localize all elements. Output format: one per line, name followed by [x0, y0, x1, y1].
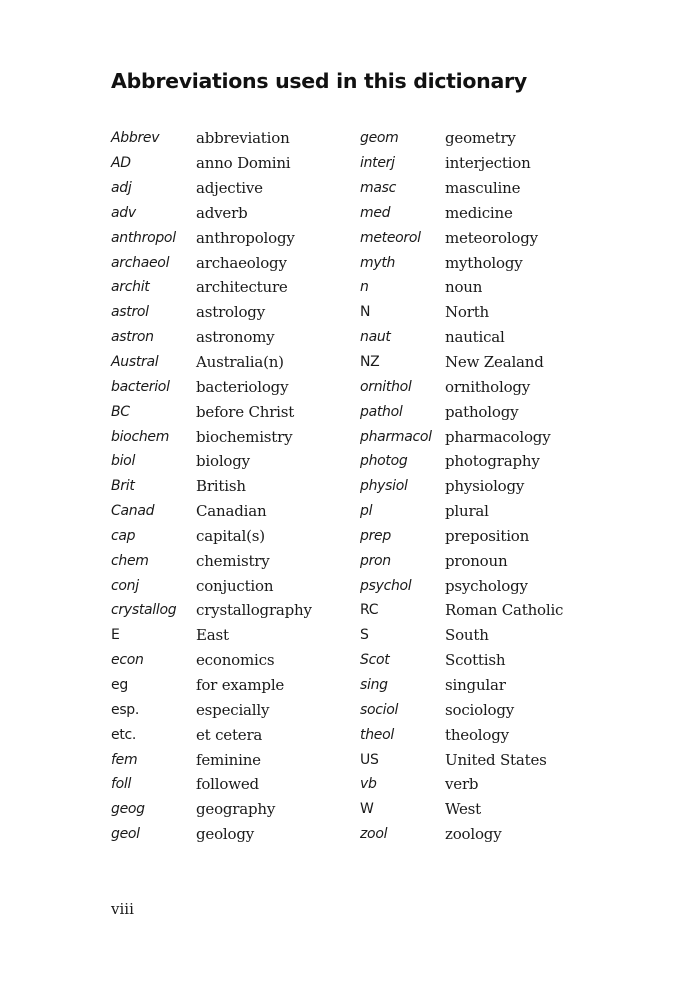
abbreviation-entry — [111, 822, 312, 847]
abbreviation-meaning: British — [196, 477, 246, 496]
abbreviation-term: geom — [360, 130, 399, 147]
abbreviation-meaning: West — [445, 800, 481, 819]
page-title: Abbreviations used in this dictionary — [111, 69, 527, 93]
abbreviation-meaning: anthropology — [196, 228, 295, 247]
abbreviation-term: photog — [360, 453, 408, 470]
abbreviation-meaning: photography — [445, 452, 540, 471]
abbreviation-term: BC — [111, 403, 130, 420]
abbreviation-entry — [360, 673, 563, 698]
abbreviation-meaning: verb — [445, 775, 479, 794]
abbreviation-meaning: New Zealand — [445, 353, 544, 372]
abbreviation-meaning: United States — [445, 750, 547, 769]
abbreviation-column-left — [111, 126, 312, 846]
abbreviation-entry — [360, 623, 563, 648]
abbreviation-entry — [111, 598, 312, 623]
abbreviation-meaning: sociology — [445, 700, 515, 719]
abbreviation-entry — [111, 772, 312, 797]
abbreviation-meaning: zoology — [445, 825, 502, 844]
abbreviation-meaning: singular — [445, 675, 506, 694]
abbreviation-entry — [360, 424, 563, 449]
abbreviation-meaning: pharmacology — [445, 427, 551, 446]
abbreviation-term: interj — [360, 155, 395, 172]
abbreviation-meaning: archaeology — [196, 253, 287, 272]
abbreviation-meaning: medicine — [445, 203, 513, 222]
abbreviation-entry — [360, 449, 563, 474]
abbreviation-meaning: masculine — [445, 179, 521, 198]
abbreviation-entry — [111, 673, 312, 698]
abbreviation-meaning: biology — [196, 452, 250, 471]
abbreviation-term: N — [360, 304, 371, 321]
abbreviation-meaning: astrology — [196, 303, 265, 322]
abbreviation-meaning: geography — [196, 800, 276, 819]
abbreviation-meaning: abbreviation — [196, 129, 290, 148]
abbreviation-meaning: noun — [445, 278, 483, 297]
abbreviation-meaning: meteorology — [445, 228, 538, 247]
abbreviation-entry — [360, 225, 563, 250]
abbreviation-entry — [360, 499, 563, 524]
abbreviation-entry — [360, 151, 563, 176]
abbreviation-term: theol — [360, 726, 394, 743]
abbreviation-entry — [360, 399, 563, 424]
abbreviation-term: esp. — [111, 701, 140, 718]
abbreviation-meaning: Canadian — [196, 502, 267, 521]
abbreviation-term: AD — [111, 155, 131, 172]
abbreviation-entry — [111, 722, 312, 747]
abbreviation-entry — [111, 548, 312, 573]
abbreviation-term: eg — [111, 676, 128, 693]
abbreviation-entry — [111, 275, 312, 300]
abbreviation-term: pron — [360, 552, 391, 569]
abbreviation-entry — [111, 424, 312, 449]
abbreviation-entry — [111, 399, 312, 424]
abbreviation-meaning: pronoun — [445, 551, 508, 570]
abbreviation-term: W — [360, 801, 374, 818]
abbreviation-meaning: bacteriology — [196, 377, 289, 396]
abbreviation-term: chem — [111, 552, 149, 569]
abbreviation-entry — [111, 747, 312, 772]
abbreviation-entry — [111, 623, 312, 648]
abbreviation-meaning: biochemistry — [196, 427, 293, 446]
abbreviation-term: geol — [111, 826, 140, 843]
abbreviation-entry — [360, 797, 563, 822]
abbreviation-meaning: followed — [196, 775, 259, 794]
abbreviation-term: naut — [360, 329, 391, 346]
abbreviation-entry — [111, 648, 312, 673]
abbreviation-entry — [111, 524, 312, 549]
page-number: viii — [111, 900, 134, 918]
abbreviation-meaning: astronomy — [196, 328, 275, 347]
abbreviation-term: biochem — [111, 428, 170, 445]
abbreviation-entry — [360, 474, 563, 499]
abbreviation-term: cap — [111, 527, 136, 544]
abbreviation-entry — [111, 797, 312, 822]
abbreviation-meaning: adverb — [196, 203, 248, 222]
abbreviation-term: Abbrev — [111, 130, 160, 147]
abbreviation-term: foll — [111, 776, 132, 793]
abbreviation-term: Canad — [111, 503, 155, 520]
abbreviation-entry — [360, 747, 563, 772]
abbreviation-meaning: before Christ — [196, 402, 295, 421]
abbreviation-meaning: chemistry — [196, 551, 270, 570]
abbreviation-entry — [360, 300, 563, 325]
abbreviation-meaning: architecture — [196, 278, 288, 297]
abbreviation-term: pl — [360, 503, 373, 520]
abbreviation-term: astrol — [111, 304, 149, 321]
abbreviation-meaning: especially — [196, 700, 270, 719]
abbreviation-column-right — [360, 126, 563, 846]
abbreviation-meaning: feminine — [196, 750, 261, 769]
abbreviation-entry — [111, 225, 312, 250]
abbreviation-term: med — [360, 204, 391, 221]
abbreviation-term: S — [360, 627, 369, 644]
abbreviation-term: crystallog — [111, 602, 177, 619]
abbreviation-term: etc. — [111, 726, 137, 743]
abbreviation-meaning: geometry — [445, 129, 516, 148]
abbreviation-entry — [360, 250, 563, 275]
abbreviation-meaning: physiology — [445, 477, 525, 496]
abbreviation-term: myth — [360, 254, 396, 271]
abbreviation-entry — [360, 648, 563, 673]
abbreviation-entry — [111, 325, 312, 350]
abbreviation-meaning: conjuction — [196, 576, 274, 595]
abbreviation-term: geog — [111, 801, 145, 818]
abbreviation-entry — [360, 374, 563, 399]
abbreviation-entry — [111, 374, 312, 399]
abbreviation-meaning: et cetera — [196, 725, 263, 744]
abbreviation-term: physiol — [360, 478, 408, 495]
abbreviation-term: Scot — [360, 652, 390, 669]
abbreviation-meaning: North — [445, 303, 490, 322]
abbreviation-term: archit — [111, 279, 150, 296]
abbreviation-meaning: adjective — [196, 179, 263, 198]
abbreviation-term: masc — [360, 180, 397, 197]
abbreviation-entry — [360, 548, 563, 573]
abbreviation-meaning: anno Domini — [196, 154, 291, 173]
abbreviation-term: E — [111, 627, 120, 644]
abbreviation-meaning: plural — [445, 502, 489, 521]
abbreviation-term: psychol — [360, 577, 412, 594]
abbreviation-term: biol — [111, 453, 136, 470]
abbreviation-meaning: East — [196, 626, 229, 645]
abbreviation-entry — [360, 772, 563, 797]
abbreviation-entry — [360, 201, 563, 226]
abbreviation-entry — [111, 697, 312, 722]
abbreviation-entry — [111, 176, 312, 201]
abbreviation-entry — [360, 573, 563, 598]
abbreviation-entry — [360, 822, 563, 847]
abbreviation-term: bacteriol — [111, 378, 170, 395]
abbreviation-meaning: capital(s) — [196, 526, 265, 545]
abbreviation-entry — [111, 201, 312, 226]
abbreviation-entry — [360, 524, 563, 549]
abbreviation-entry — [111, 250, 312, 275]
abbreviation-entry — [111, 573, 312, 598]
abbreviation-entry — [360, 350, 563, 375]
abbreviation-meaning: ornithology — [445, 377, 531, 396]
abbreviation-entry — [360, 722, 563, 747]
abbreviation-entry — [360, 325, 563, 350]
abbreviation-meaning: Australia(n) — [196, 353, 284, 372]
abbreviation-term: vb — [360, 776, 377, 793]
abbreviation-term: econ — [111, 652, 144, 669]
abbreviation-entry — [111, 350, 312, 375]
abbreviation-term: n — [360, 279, 369, 296]
abbreviation-entry — [360, 126, 563, 151]
abbreviation-meaning: theology — [445, 725, 509, 744]
abbreviation-entry — [111, 499, 312, 524]
abbreviation-term: NZ — [360, 354, 380, 371]
abbreviation-entry — [360, 697, 563, 722]
abbreviation-meaning: mythology — [445, 253, 523, 272]
abbreviation-meaning: Roman Catholic — [445, 601, 564, 620]
abbreviation-meaning: nautical — [445, 328, 505, 347]
abbreviation-meaning: pathology — [445, 402, 519, 421]
abbreviation-meaning: for example — [196, 675, 285, 694]
abbreviation-meaning: psychology — [445, 576, 528, 595]
abbreviation-entry — [111, 300, 312, 325]
abbreviation-term: pathol — [360, 403, 403, 420]
abbreviation-entry — [360, 598, 563, 623]
abbreviation-term: RC — [360, 602, 379, 619]
abbreviation-term: archaeol — [111, 254, 170, 271]
abbreviation-term: zool — [360, 826, 388, 843]
abbreviation-term: fem — [111, 751, 138, 768]
abbreviation-term: US — [360, 751, 379, 768]
abbreviation-term: Brit — [111, 478, 135, 495]
abbreviation-term: conj — [111, 577, 139, 594]
abbreviation-meaning: economics — [196, 651, 275, 670]
abbreviation-entry — [111, 449, 312, 474]
abbreviation-entry — [360, 275, 563, 300]
abbreviation-entry — [111, 474, 312, 499]
abbreviation-term: pharmacol — [360, 428, 432, 445]
abbreviation-term: sing — [360, 676, 388, 693]
abbreviation-entry — [111, 151, 312, 176]
abbreviation-meaning: Scottish — [445, 651, 506, 670]
abbreviation-term: Austral — [111, 354, 159, 371]
abbreviation-meaning: interjection — [445, 154, 531, 173]
abbreviation-term: anthropol — [111, 229, 176, 246]
abbreviation-meaning: geology — [196, 825, 255, 844]
abbreviation-meaning: crystallography — [196, 601, 312, 620]
abbreviation-meaning: South — [445, 626, 489, 645]
abbreviation-term: sociol — [360, 701, 399, 718]
abbreviation-meaning: preposition — [445, 526, 530, 545]
abbreviation-term: ornithol — [360, 378, 412, 395]
abbreviation-entry — [360, 176, 563, 201]
abbreviation-term: prep — [360, 527, 391, 544]
abbreviation-term: meteorol — [360, 229, 421, 246]
abbreviation-term: astron — [111, 329, 154, 346]
abbreviation-term: adj — [111, 180, 132, 197]
abbreviation-term: adv — [111, 204, 136, 221]
abbreviation-entry — [111, 126, 312, 151]
